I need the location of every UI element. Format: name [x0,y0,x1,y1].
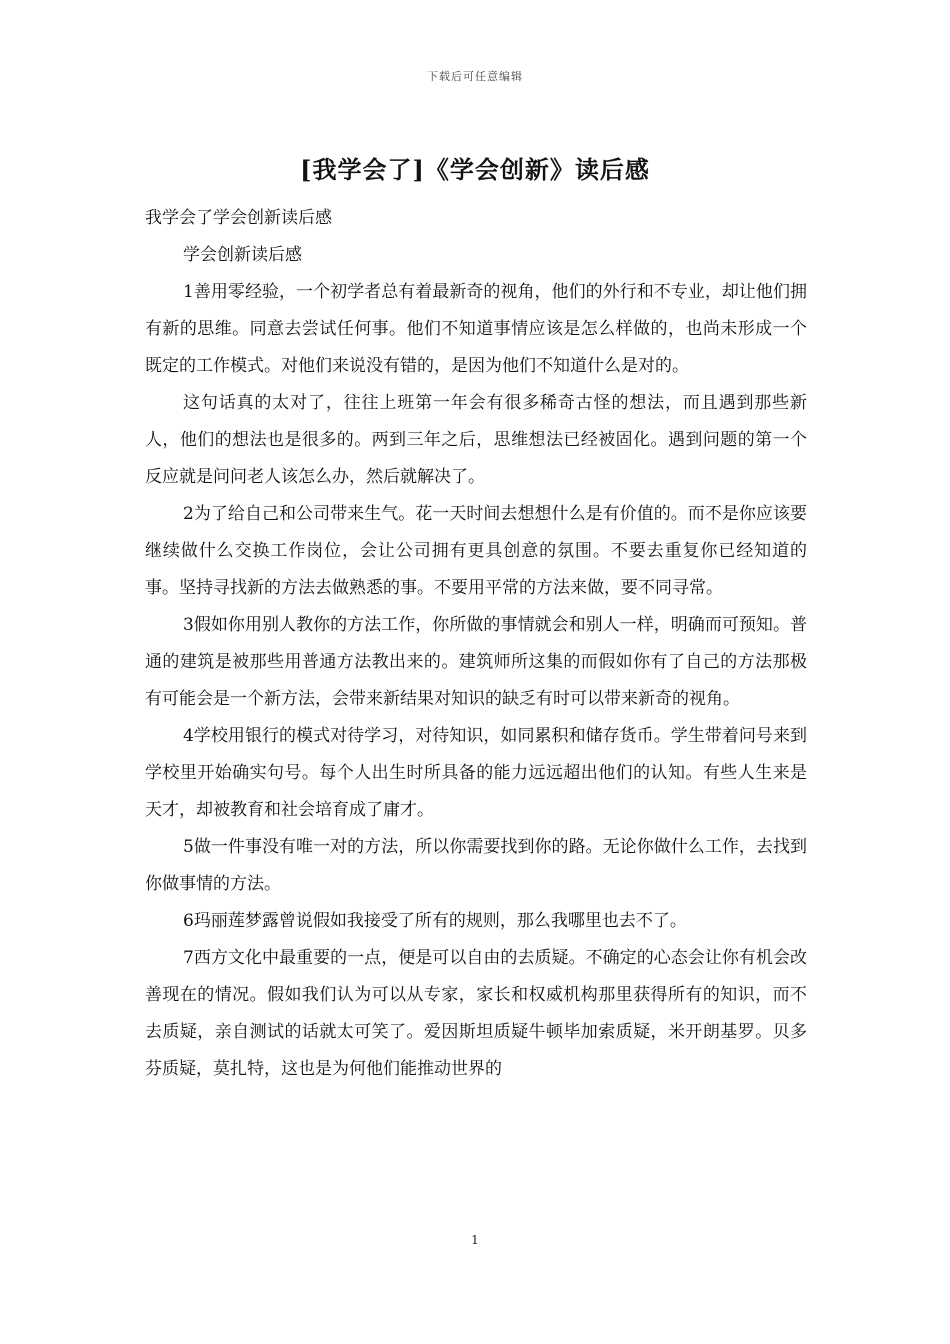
paragraph: 1善用零经验，一个初学者总有着最新奇的视角，他们的外行和不专业，却让他们拥有新的思维。同意去尝试任何事。他们不知道事情应该是怎么样做的，也尚未形成一个既定的工作模式。对他们来说没有错的，是因为他们不知道什么是对的。 [145,282,807,376]
document-heading: 学会创新读后感 [183,245,302,265]
paragraph: 6玛丽莲梦露曾说假如我接受了所有的规则，那么我哪里也去不了。 [183,911,687,931]
paragraph: 7西方文化中最重要的一点，便是可以自由的去质疑。不确定的心态会让你有机会改善现在的情况。假如我们认为可以从专家，家长和权威机构那里获得所有的知识，而不去质疑，亲自测试的话就太可笑了。爱因斯坦质疑牛顿毕加索质疑，米开朗基罗。贝多芬质疑，莫扎特，这也是为何他们能推动世界的 [145,948,807,1079]
paragraph: 这句话真的太对了，往往上班第一年会有很多稀奇古怪的想法，而且遇到那些新人，他们的想法也是很多的。两到三年之后，思维想法已经被固化。遇到问题的第一个反应就是问问老人该怎么办，然后就解决了。 [145,393,807,487]
document-title: [我学会了]《学会创新》读后感 [300,155,650,184]
paragraph: 3假如你用别人教你的方法工作，你所做的事情就会和别人一样，明确而可预知。普通的建筑是被那些用普通方法教出来的。建筑师所这集的而假如你有了自己的方法那极有可能会是一个新方法，会带来新结果对知识的缺乏有时可以带来新奇的视角。 [145,615,807,709]
page-number: 1 [471,1233,479,1247]
paragraph: 4学校用银行的模式对待学习，对待知识，如同累积和储存货币。学生带着问号来到学校里开始确实句号。每个人出生时所具备的能力远远超出他们的认知。有些人生来是天才，却被教育和社会培育成了庸才。 [145,726,807,820]
document-body [145,200,807,1088]
paragraph: 2为了给自己和公司带来生气。花一天时间去想想什么是有价值的。而不是你应该要继续做什么交换工作岗位，会让公司拥有更具创意的氛围。不要去重复你已经知道的事。坚持寻找新的方法去做熟悉的事。不要用平常的方法来做，要不同寻常。 [145,504,807,598]
paragraph: 5做一件事没有唯一对的方法，所以你需要找到你的路。无论你做什么工作，去找到你做事情的方法。 [145,837,807,894]
document-subtitle: 我学会了学会创新读后感 [145,208,332,228]
page-header-note: 下载后可任意编辑 [427,70,523,83]
